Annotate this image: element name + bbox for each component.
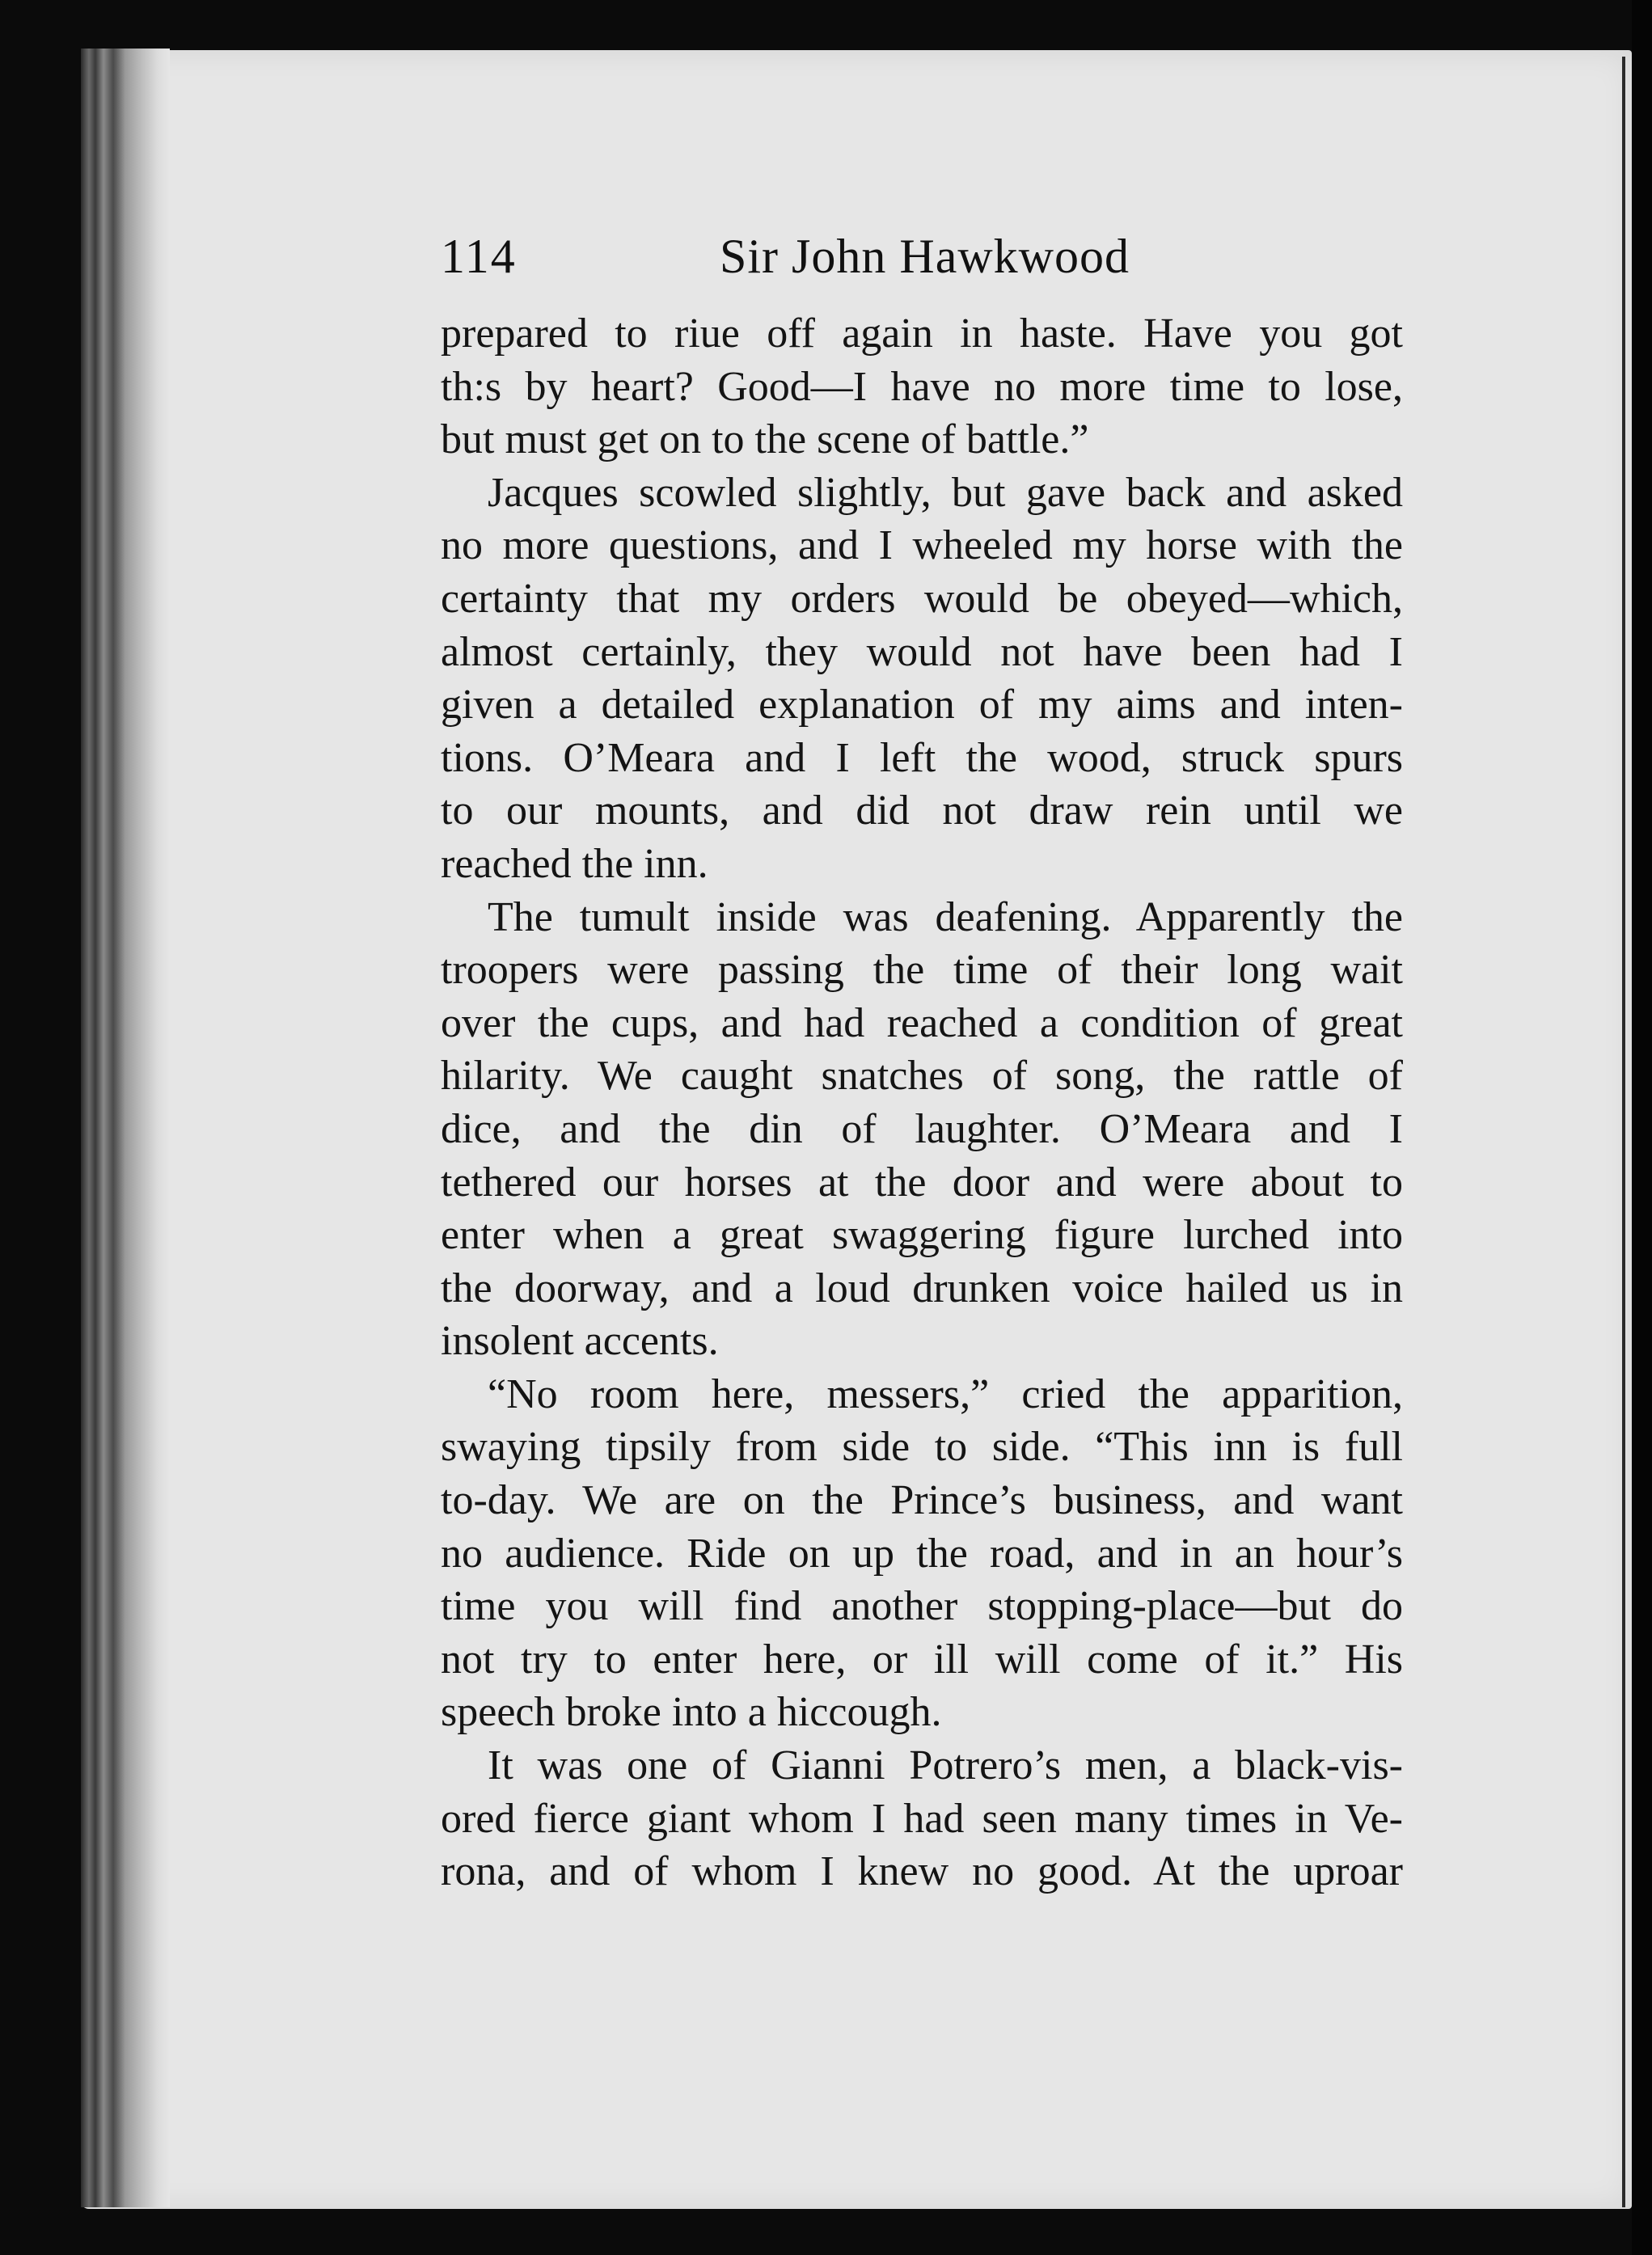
page-edge-rule [1622, 57, 1625, 2207]
text-line: rona, and of whom I knew no good. At the uproar [441, 1848, 1403, 1895]
text-line: tions. O’Meara and I left the wood, struck spurs [441, 734, 1403, 781]
text-line: troopers were passing the time of their long wait [441, 947, 1403, 994]
text-line: the doorway, and a loud drunken voice hailed us in [441, 1265, 1403, 1311]
text-line: time you will find another stopping-place—but do [441, 1583, 1403, 1630]
text-line: not try to enter here, or ill will come of it.” His [441, 1636, 1403, 1683]
text-line: speech broke into a hiccough. [441, 1689, 942, 1736]
text-line: th:s by heart? Good—I have no more time to lose, [441, 363, 1403, 410]
text-line: almost certainly, they would not have been had I [441, 628, 1403, 675]
text-line: Jacques scowled slightly, but gave back and asked [488, 469, 1403, 516]
text-line: over the cups, and had reached a condition of great [441, 999, 1403, 1046]
text-line: reached the inn. [441, 840, 708, 887]
text-line: insolent accents. [441, 1318, 719, 1365]
text-line: to our mounts, and did not draw rein until we [441, 788, 1403, 834]
page-number: 114 [441, 230, 517, 283]
text-line: to-day. We are on the Prince’s business, and want [441, 1477, 1403, 1524]
text-line: hilarity. We caught snatches of song, the rattle of [441, 1053, 1403, 1100]
scan-border [1632, 0, 1652, 2255]
running-title: Sir John Hawkwood [720, 230, 1130, 283]
page-header [441, 229, 1411, 302]
text-line: tethered our horses at the door and were about to [441, 1159, 1403, 1206]
text-line: ored fierce giant whom I had seen many times in Ve- [441, 1795, 1403, 1842]
text-line: enter when a great swaggering figure lurched into [441, 1212, 1403, 1259]
text-line: swaying tipsily from side to side. “This inn is full [441, 1424, 1403, 1471]
text-line: The tumult inside was deafening. Apparently the [488, 893, 1403, 940]
text-line: It was one of Gianni Potrero’s men, a black-vis- [488, 1742, 1403, 1789]
text-line: no audience. Ride on up the road, and in an hour’s [441, 1530, 1403, 1577]
text-line: no more questi​ons, and I wheeled my horse with the [441, 522, 1403, 569]
text-line: “No room here, messers,” cried the apparition, [488, 1370, 1403, 1417]
text-line: dice, and the din of laughter. O’Meara and I [441, 1105, 1403, 1152]
text-line: given a detailed explanation of my aims and inten- [441, 682, 1403, 728]
text-line: prepared to riue off again in haste. Have you got [441, 310, 1403, 357]
book-binding-edge [81, 49, 170, 2207]
text-line: but must get on to the scene of battle.” [441, 416, 1089, 463]
text-line: certainty that my orders would be obeyed—which, [441, 575, 1403, 622]
body-text [441, 307, 1403, 1898]
